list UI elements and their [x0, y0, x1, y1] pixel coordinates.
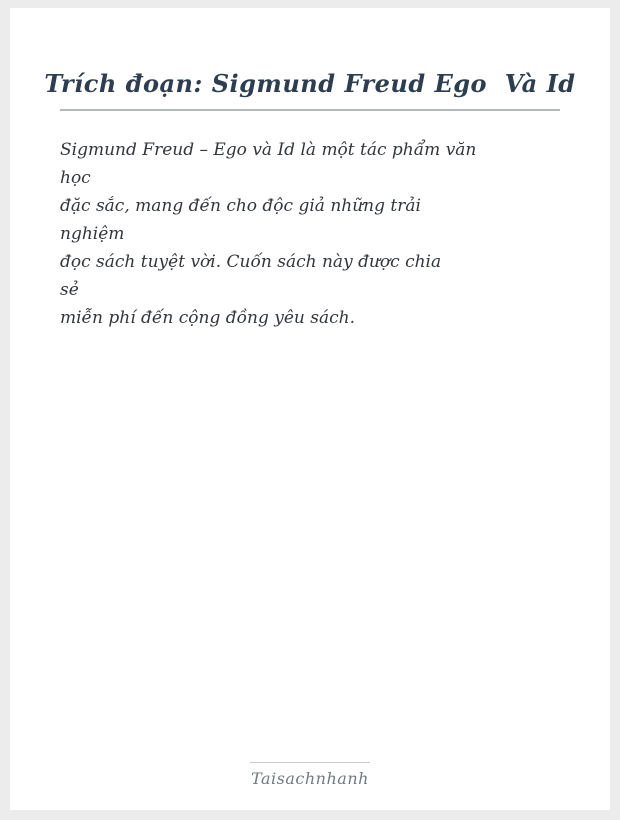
body-line: Sigmund Freud – Ego và Id là một tác phẩm văn: [60, 140, 477, 160]
footer-brand: Taisachnhanh: [251, 769, 369, 788]
body-line: đọc sách tuyệt vời. Cuốn sách này được chia: [60, 252, 442, 272]
page-title: Trích đoạn: Sigmund Freud Ego Và Id: [44, 69, 576, 98]
body-line: đặc sắc, mang đến cho độc giả những trải: [60, 196, 421, 216]
body-line: học: [60, 168, 91, 188]
footer-divider: [250, 762, 370, 763]
page-footer: [10, 762, 610, 790]
body-line: sẻ: [60, 280, 79, 300]
body-line: nghiệm: [60, 224, 125, 244]
title-divider: [60, 109, 560, 111]
document-page: [10, 8, 610, 810]
body-line: miễn phí đến cộng đồng yêu sách.: [60, 308, 355, 328]
excerpt-body: [60, 136, 560, 332]
